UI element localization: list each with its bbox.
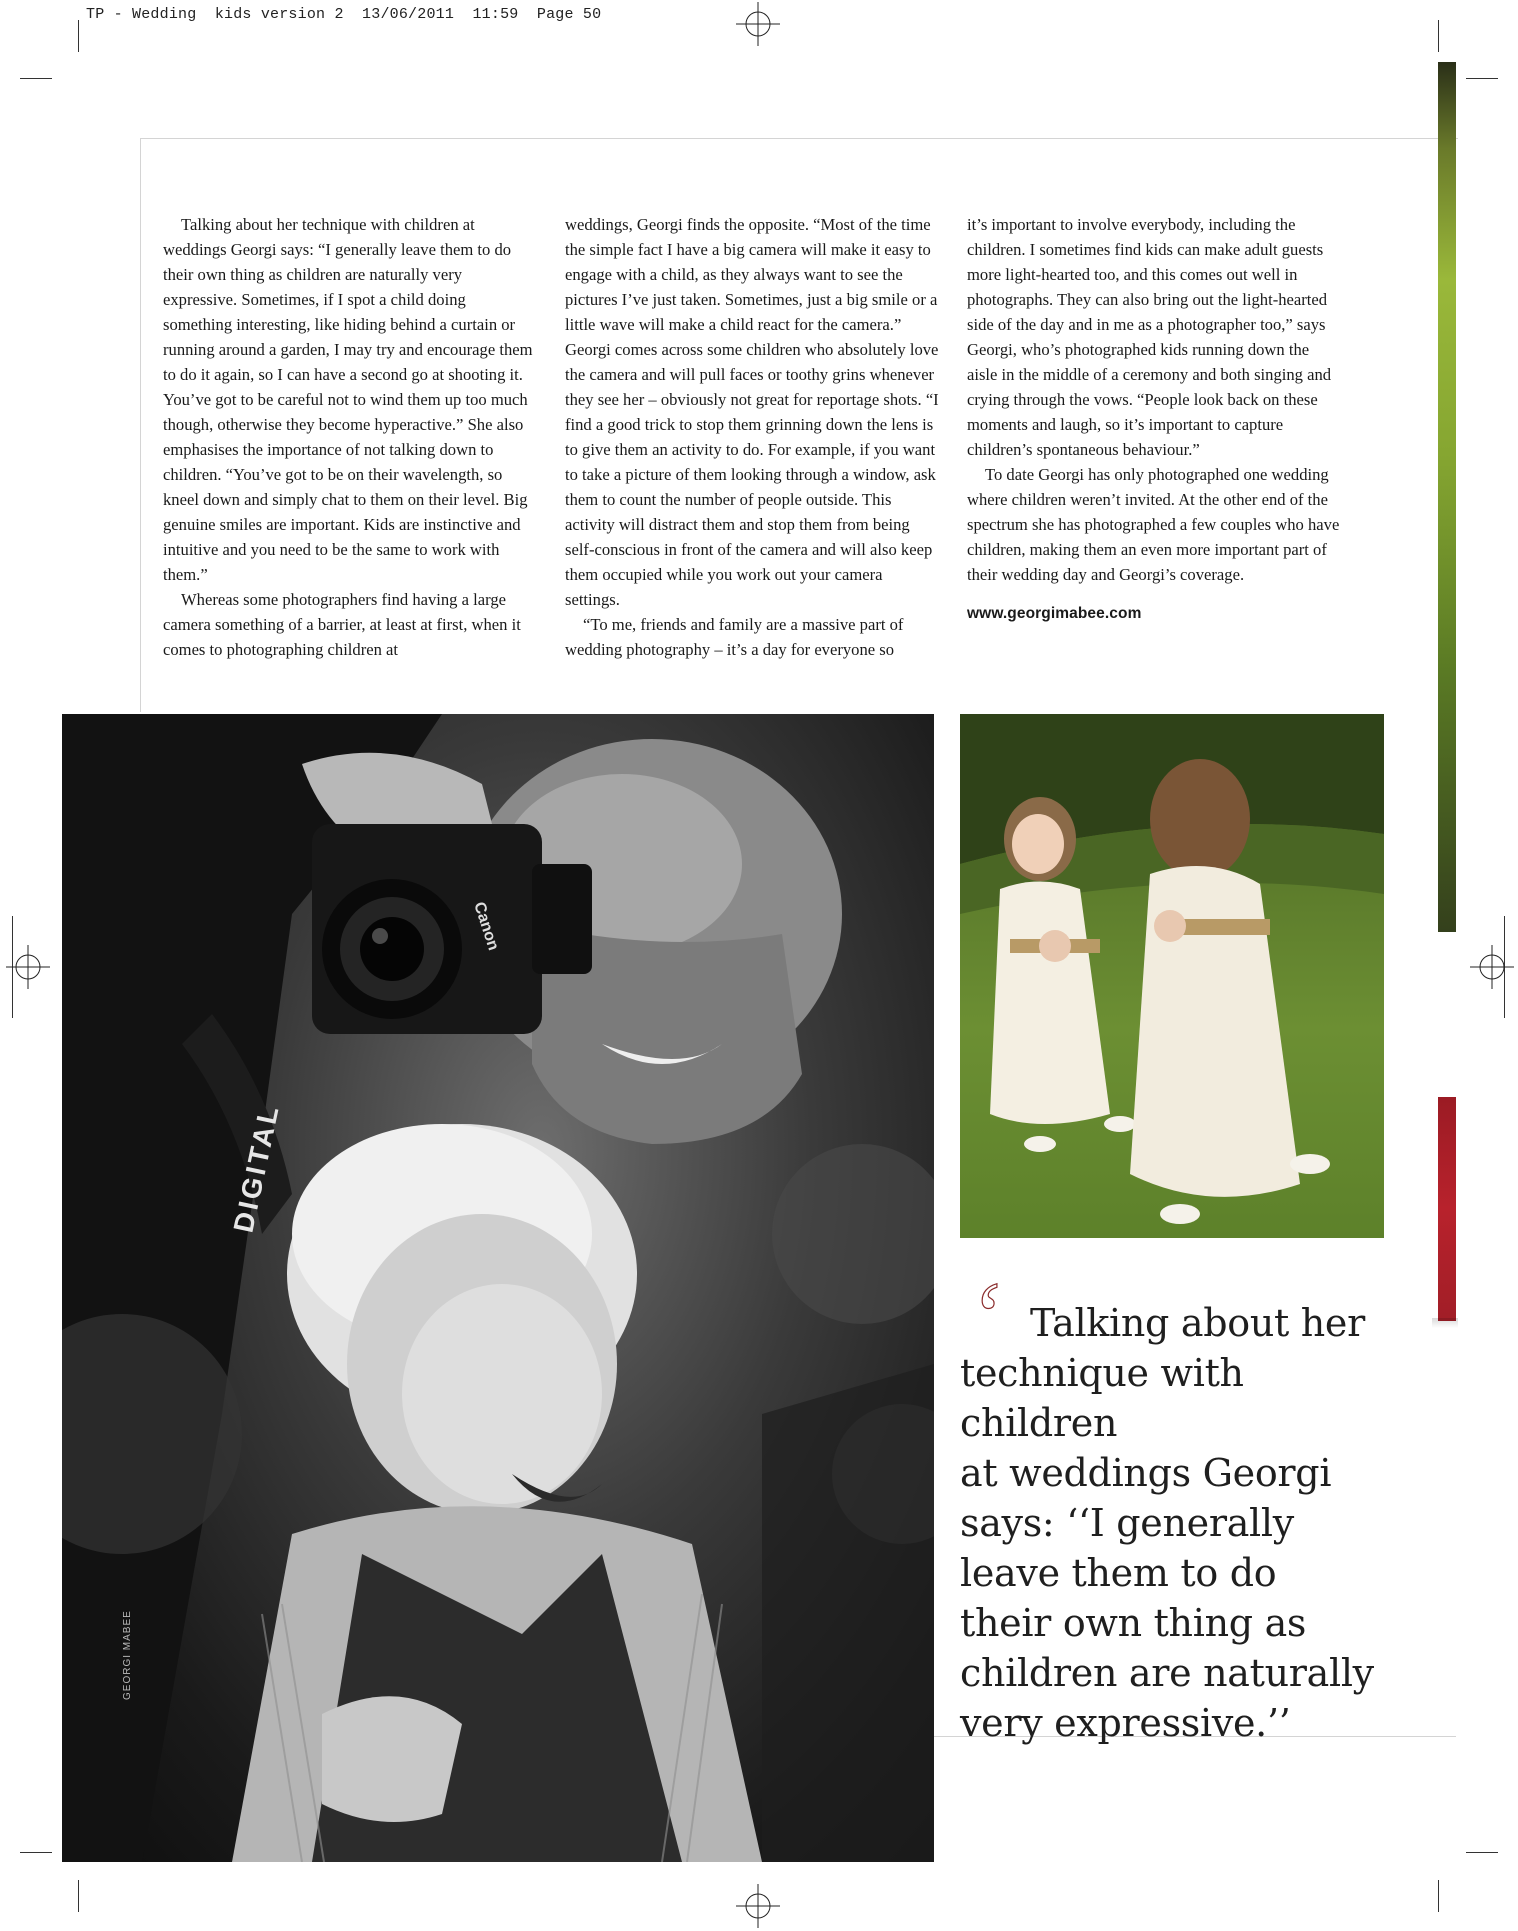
paragraph: To date Georgi has only photographed one wedding where children weren’t invited. At the other end of the spectrum she has photographed a few couples who have children, making them an even more important part of their wedding day and Georgi’s coverage.: [967, 465, 1340, 584]
camera-brand-label: Canon: [470, 899, 502, 953]
crop-mark: [1466, 78, 1498, 79]
frame-rule-top: [140, 138, 1458, 139]
quote-mark-icon: ‘: [968, 1262, 1000, 1369]
pull-quote-line: at weddings Georgi: [960, 1451, 1332, 1495]
article-column-3: [967, 212, 1343, 626]
photo-flower-girls: [960, 714, 1384, 1238]
pull-quote: [960, 1298, 1400, 1748]
article-column-1: [163, 212, 539, 662]
crop-mark: [1438, 1880, 1439, 1912]
edge-accent-tab: [1438, 1097, 1456, 1321]
photo-father-and-son: [62, 714, 934, 1862]
paragraph: it’s important to involve everybody, including the children. I sometimes find kids can make adult guests more light-hearted too, and this comes out well in photographs. They can also bring out the light-hearted side of the day and in me as a photographer too,” says Georgi, who’s photographed kids running down the aisle in the middle of a ceremony and both singing and crying through the vows. “People look back on these moments and laugh, so it’s important to capture children’s spontaneous behaviour.”: [967, 215, 1332, 459]
registration-mark-left: [6, 945, 50, 989]
edge-bleed-photo: [1438, 62, 1456, 932]
crop-mark: [1466, 1852, 1498, 1853]
pull-quote-line: leave them to do: [960, 1551, 1277, 1595]
registration-mark-right: [1470, 945, 1514, 989]
camera-strap-label: DIGITAL: [227, 1100, 286, 1236]
pull-quote-line: technique with children: [960, 1351, 1244, 1445]
registration-mark-top: [736, 2, 780, 46]
website-link[interactable]: www.georgimabee.com: [967, 605, 1142, 622]
article-column-2: [565, 212, 941, 662]
pull-quote-line: children are naturally: [960, 1651, 1374, 1695]
pull-quote-line: very expressive.’’: [960, 1701, 1291, 1745]
crop-mark: [20, 1852, 52, 1853]
crop-mark: [1438, 20, 1439, 52]
paragraph: “To me, friends and family are a massive part of wedding photography – it’s a day for everyone so: [565, 615, 904, 659]
crop-mark: [20, 78, 52, 79]
printer-slug: TP - Wedding kids version 2 13/06/2011 11:59 Page 50: [86, 6, 602, 23]
registration-mark-bottom: [736, 1884, 780, 1928]
photo-credit: GEORGI MABEE: [122, 1610, 133, 1700]
paragraph: Whereas some photographers find having a large camera something of a barrier, at least at first, when it comes to photographing children at: [163, 590, 521, 659]
pull-quote-line: says: ‘‘I generally: [960, 1501, 1294, 1545]
frame-rule-left: [140, 138, 141, 712]
edge-tab-shadow: [1432, 1318, 1458, 1328]
pull-quote-line: Talking about her: [1030, 1301, 1365, 1345]
crop-mark: [78, 1880, 79, 1912]
pull-quote-line: their own thing as: [960, 1601, 1307, 1645]
paragraph: weddings, Georgi finds the opposite. “Most of the time the simple fact I have a big camera will make it easy to engage with a child, as they always want to see the pictures I’ve just taken. Sometimes, just a big smile or a little wave will make a child react for the camera.” Georgi comes across some children who absolutely love the camera and will pull faces or toothy grins whenever they see her – obviously not great for reportage shots. “I find a good trick to stop them grinning down the lens is to give them an activity to do. For example, if you want to take a picture of them looking through a window, ask them to count the number of people outside. This activity will distract them and stop them from being self-conscious in front of the camera and will also keep them occupied while you work out your camera settings.: [565, 215, 939, 609]
paragraph: Talking about her technique with children at weddings Georgi says: “I generally leave them to do their own thing as children are naturally very expressive. Sometimes, if I spot a child doing something interesting, like hiding behind a curtain or running around a garden, I may try and encourage them to do it again, so I can have a second go at shooting it. You’ve got to be careful not to wind them up too much though, otherwise they become hyperactive.” She also emphasises the importance of not talking down to children. “You’ve got to be on their wavelength, so kneel down and simply chat to them on their level. Big genuine smiles are important. Kids are instinctive and intuitive and you need to be the same to work with them.”: [163, 215, 533, 584]
crop-mark: [78, 20, 79, 52]
